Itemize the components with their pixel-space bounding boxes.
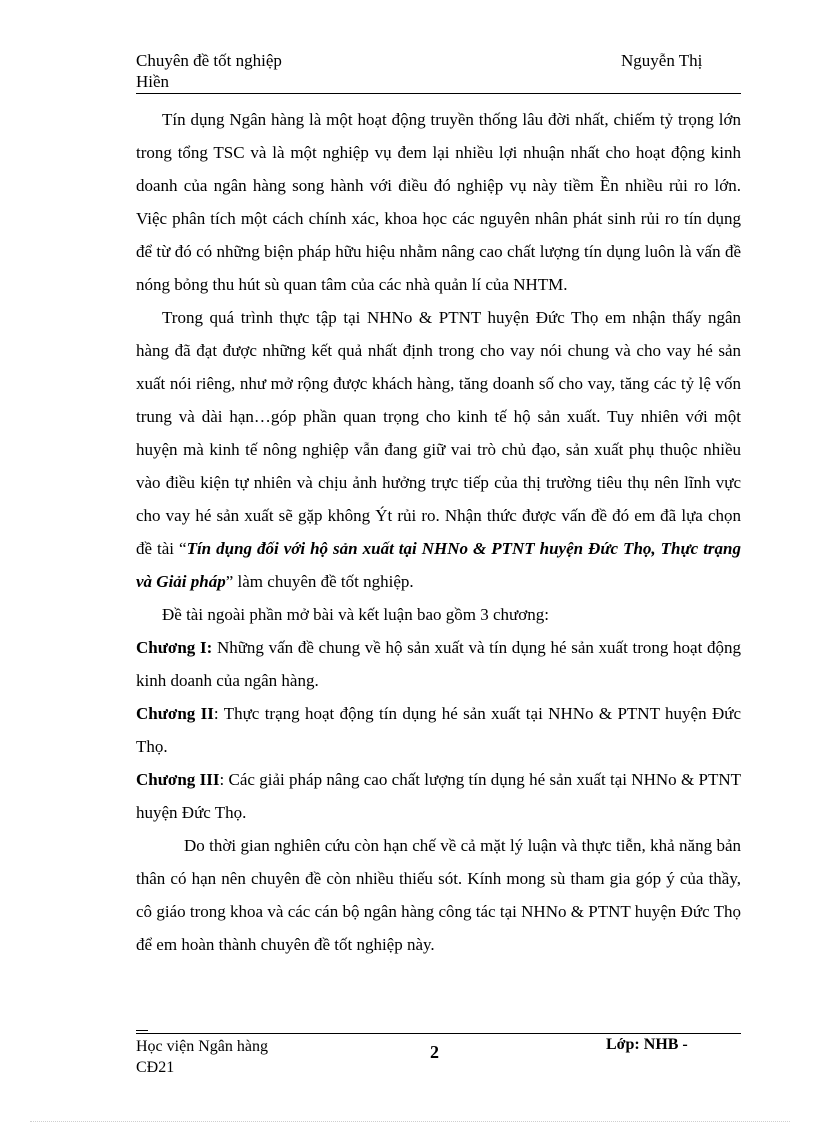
footer-divider	[136, 1033, 741, 1034]
paragraph-2-end: ” làm chuyên đề tốt nghiệp.	[225, 572, 414, 591]
footer-institution	[136, 1036, 306, 1078]
paragraph-2	[136, 301, 741, 598]
footer-class: Lớp: NHB -	[606, 1036, 688, 1053]
footer-left-line1: Học viện Ngân hàng	[136, 1038, 268, 1055]
chapter-1	[136, 631, 741, 697]
paragraph-4: Do thời gian nghiên cứu còn hạn chế về cả mặt lý luận và thực tiễn, khả năng bản thân có hạn nên chuyên đề còn nhiều thiếu sót. Kính mong sù tham gia góp ý của thầy, cô giáo trong khoa và các cán bộ ngân hàng công tác tại NHNo & PTNT huyện Đức Thọ để em hoàn thành chuyên đề tốt nghiệp này.	[136, 836, 741, 954]
paragraph-1: Tín dụng Ngân hàng là một hoạt động truyền thống lâu đời nhất, chiếm tỷ trọng lớn trong tổng TSC và là một nghiệp vụ đem lại nhiều lợi nhuận nhất cho hoạt động kinh doanh của ngân hàng song hành với điều đó nghiệp vụ này tiềm Ền nhiều rủi ro lớn. Việc phân tích một cách chính xác, khoa học các nguyên nhân phát sinh rủi ro tín dụng để từ đó có những biện pháp hữu hiệu nhằm nâng cao chất lượng tín dụng luôn là vấn đề nóng bỏng thu hút sù quan tâm của các nhà quản lí của NHTM.	[136, 110, 741, 294]
document-body	[136, 103, 741, 961]
chapter-2-text: : Thực trạng hoạt động tín dụng hé sản xuất tại NHNo & PTNT huyện Đức Thọ.	[136, 704, 741, 756]
thesis-title: Tín dụng đối với hộ sản xuất tại NHNo & PTNT huyện Đức Thọ, Thực trạng và Giải pháp	[136, 539, 741, 591]
chapter-3-label: Chương III	[136, 770, 220, 789]
header-title	[136, 50, 336, 92]
paragraph-2-start: Trong quá trình thực tập tại NHNo & PTNT huyện Đức Thọ em nhận thấy ngân hàng đã đạt được những kết quả nhất định trong cho vay nói chung và cho vay hé sản xuất nói riêng, như mở rộng được khách hàng, tăng doanh số cho vay, tăng các tỷ lệ vốn trung và dài hạn…góp phần quan trọng cho kinh tế hộ sản xuất. Tuy nhiên với một huyện mà kinh tế nông nghiệp vẫn đang giữ vai trò chủ đạo, sản xuất phụ thuộc nhiều vào điều kiện tự nhiên và chịu ảnh hưởng trực tiếp của thị trường tiêu thụ nên lĩnh vực cho vay hé sản xuất sẽ gặp không Ýt rủi ro. Nhận thức được vấn đề đó em đã lựa chọn đề tài “	[136, 308, 741, 558]
header-divider	[136, 93, 741, 94]
chapter-3	[136, 763, 741, 829]
header-left-line1: Chuyên đề tốt nghiệp	[136, 51, 282, 70]
page-number: 2	[430, 1042, 439, 1062]
footer-short-line	[136, 1030, 148, 1031]
paragraph-3: Đề tài ngoài phần mở bài và kết luận bao gồm 3 chương:	[162, 605, 549, 624]
chapter-3-text: : Các giải pháp nâng cao chất lượng tín dụng hé sản xuất tại NHNo & PTNT huyện Đức Thọ.	[136, 770, 741, 822]
chapter-1-label: Chương I:	[136, 638, 213, 657]
footer-left-line2: CĐ21	[136, 1059, 175, 1076]
chapter-1-text: Những vấn đề chung về hộ sản xuất và tín dụng hé sản xuất trong hoạt động kinh doanh của ngân hàng.	[136, 638, 741, 690]
chapter-2	[136, 697, 741, 763]
header-author: Nguyễn Thị	[621, 51, 703, 70]
header-left-line2: Hiền	[136, 72, 170, 91]
page-bottom-border	[30, 1121, 790, 1122]
chapter-2-label: Chương II	[136, 704, 214, 723]
